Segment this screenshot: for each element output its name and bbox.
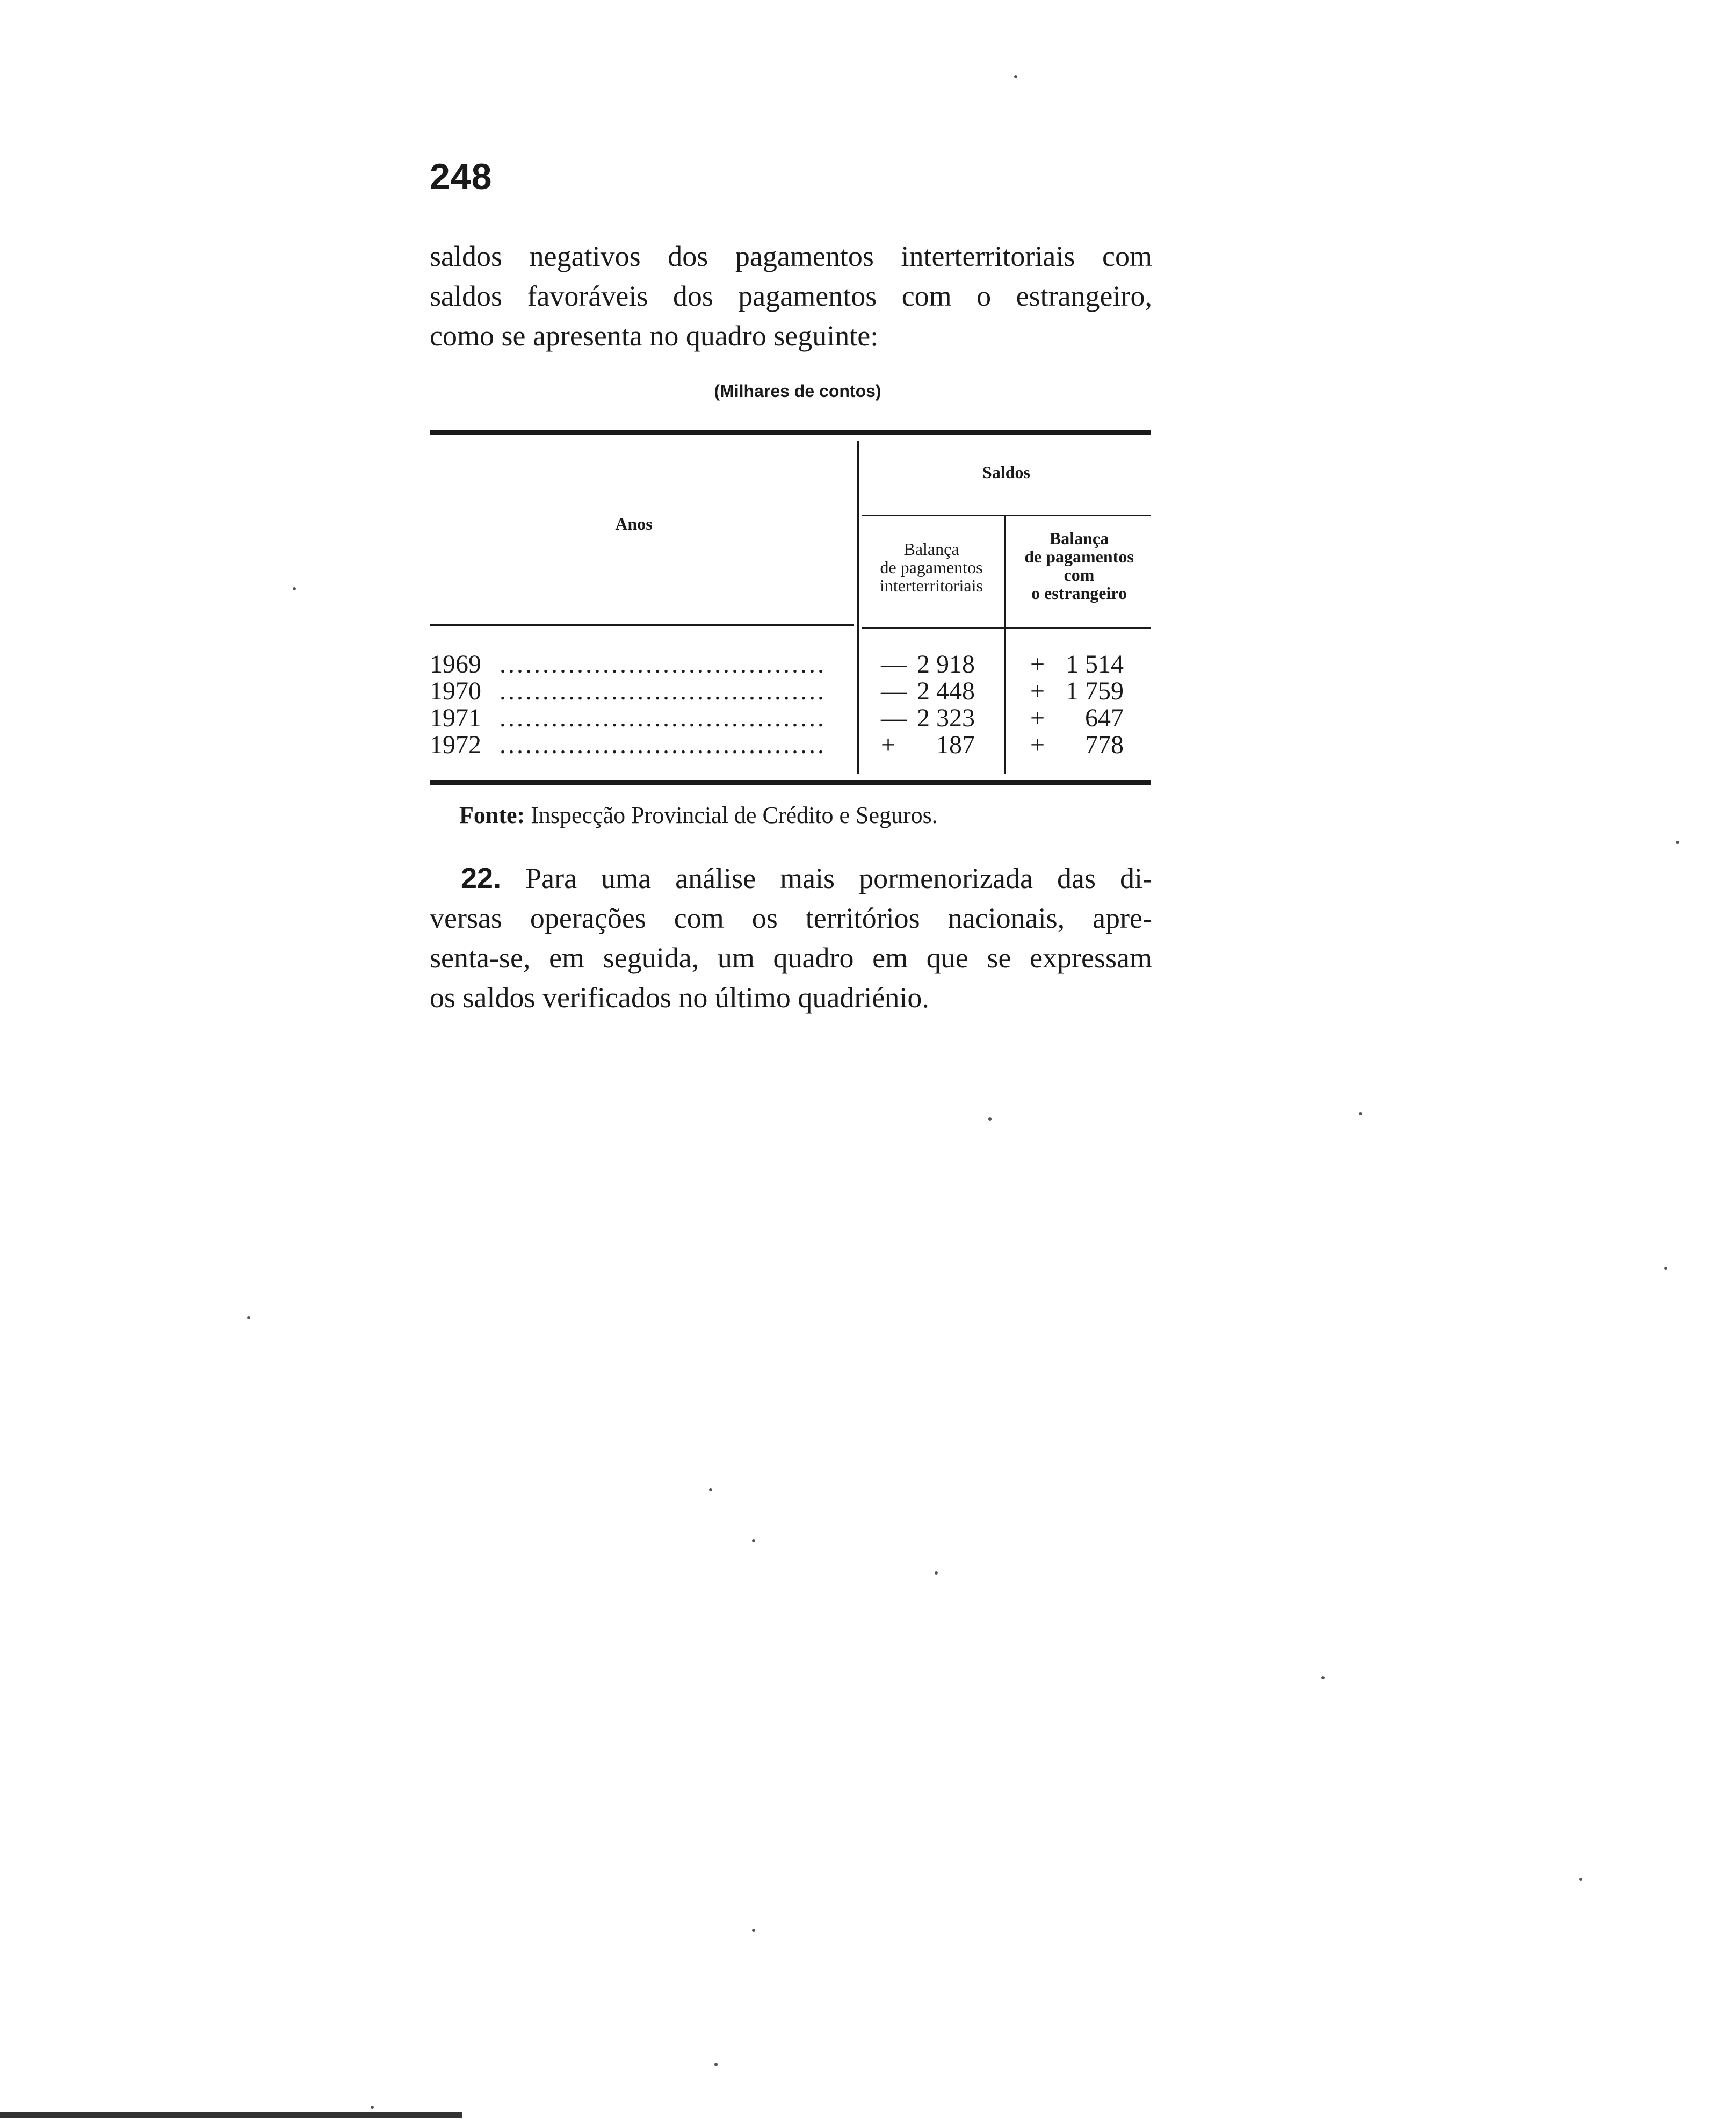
row-year: 1972: [430, 731, 481, 759]
header-line: com: [1064, 565, 1095, 584]
sign-estrangeiro: +: [1030, 677, 1045, 705]
saldos-header-rule: [862, 515, 1151, 516]
header-estrangeiro: [1008, 529, 1151, 602]
header-anos: Anos: [615, 514, 653, 533]
table-source: [459, 800, 1158, 831]
value-estrangeiro: 1 759: [1066, 677, 1124, 705]
scan-speck: [752, 1539, 755, 1542]
paragraph-line: senta-se, em seguida, um quadro em que se expressam: [430, 942, 1152, 974]
scan-speck: [935, 1571, 938, 1575]
paragraph-number: 22.: [461, 862, 502, 894]
intro-line: como se apresenta no quadro seguinte:: [430, 320, 879, 352]
header-line: o estrangeiro: [1031, 583, 1127, 603]
scan-bottom-edge: [0, 2112, 462, 2118]
value-interterritoriais: 2 323: [917, 704, 975, 732]
paragraph-line: versas operações com os territórios nacionais, apre-: [430, 902, 1152, 934]
leader-dots: ......................................: [500, 650, 826, 678]
scan-speck: [1321, 1676, 1325, 1679]
header-interterritoriais: [859, 540, 1003, 595]
header-line: Balança: [1049, 529, 1109, 548]
scan-speck: [1014, 75, 1017, 78]
scan-speck: [293, 587, 296, 590]
value-interterritoriais: 2 918: [917, 650, 975, 678]
scan-speck: [709, 1488, 712, 1491]
value-estrangeiro: 778: [1085, 731, 1124, 759]
header-bottom-rule-left: [430, 624, 854, 626]
header-bottom-rule-right: [862, 627, 1151, 629]
header-line: de pagamentos: [1024, 547, 1134, 566]
leader-dots: ......................................: [500, 704, 826, 732]
page-number: 248: [430, 156, 493, 197]
table-bottom-rule: [430, 780, 1151, 785]
header-saldos: Saldos: [982, 463, 1030, 482]
value-interterritoriais: 187: [936, 731, 975, 759]
value-interterritoriais: 2 448: [917, 677, 975, 705]
scan-speck: [1664, 1267, 1667, 1270]
sign-interterritoriais: —: [881, 704, 907, 732]
row-year: 1970: [430, 677, 481, 705]
intro-line: saldos negativos dos pagamentos interterritoriais com: [430, 240, 1152, 272]
paragraph-line-text: Para uma análise mais pormenorizada das di-: [525, 862, 1152, 894]
table-top-rule: [430, 430, 1151, 435]
scan-speck: [247, 1316, 250, 1319]
table-row: [430, 705, 1151, 732]
scan-speck: [752, 1929, 755, 1932]
scan-speck: [371, 2106, 374, 2109]
leader-dots: ......................................: [500, 677, 826, 705]
scan-speck: [1579, 1878, 1582, 1881]
row-year: 1971: [430, 704, 481, 732]
header-line: Balança: [903, 539, 959, 559]
scan-speck: [1359, 1112, 1362, 1115]
table-row: [430, 651, 1151, 678]
header-line: interterritoriais: [880, 576, 983, 595]
intro-line: saldos favoráveis dos pagamentos com o estrangeiro,: [430, 280, 1152, 312]
sign-interterritoriais: —: [881, 677, 907, 705]
table-unit-caption: (Milhares de contos): [714, 381, 881, 401]
paragraph-22: [430, 858, 1152, 1017]
sign-estrangeiro: +: [1030, 731, 1045, 759]
table-row: [430, 678, 1151, 705]
sign-interterritoriais: +: [881, 731, 896, 759]
table-row: [430, 732, 1151, 759]
intro-paragraph: [430, 236, 1152, 356]
scan-speck: [714, 2063, 718, 2066]
sign-estrangeiro: +: [1030, 650, 1045, 678]
paragraph-line: [430, 858, 1152, 898]
value-estrangeiro: 1 514: [1066, 650, 1124, 678]
row-year: 1969: [430, 650, 481, 678]
sign-interterritoriais: —: [881, 650, 907, 678]
paragraph-line: os saldos verificados no último quadriénio.: [430, 981, 929, 1014]
source-label: Fonte:: [459, 802, 525, 828]
value-estrangeiro: 647: [1085, 704, 1124, 732]
leader-dots: ......................................: [500, 731, 826, 759]
sign-estrangeiro: +: [1030, 704, 1045, 732]
scan-speck: [988, 1117, 992, 1121]
source-text: Inspecção Provincial de Crédito e Seguros.: [531, 802, 938, 828]
scan-speck: [1676, 841, 1679, 844]
header-line: de pagamentos: [880, 558, 983, 577]
